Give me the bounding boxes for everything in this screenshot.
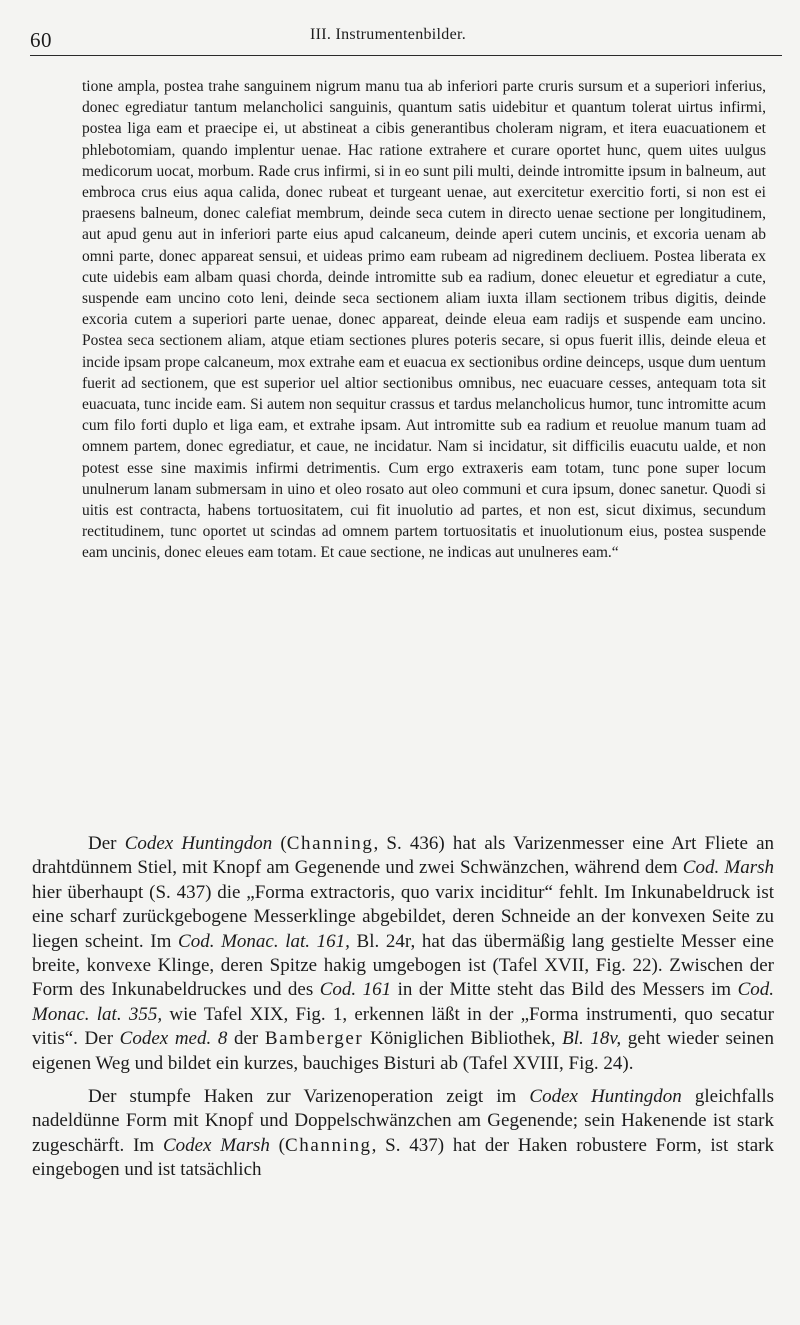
text-run: Der stumpfe Haken zur Varizenoperation zeigt im: [88, 1086, 530, 1108]
text-run: (: [272, 833, 287, 854]
folio-bl-18: Bl. 18v,: [562, 1028, 622, 1050]
text-run: , S. 436) hat als Varizenmesser eine Art Fliete an drahtdünnem Stiel, mit Knopf am Gegenende und zwei Schwänzchen, während dem: [32, 833, 775, 879]
title-codex-med-8: Codex med. 8: [119, 1028, 228, 1050]
text-run: der: [227, 1028, 265, 1050]
text-run: wie Tafel XIX, Fig. 1, erkennen läßt in der „Forma instrumenti, quo secatur vitis“. Der: [32, 1003, 774, 1050]
title-cod-161: Cod. 161: [319, 979, 392, 1001]
title-codex-marsh: Codex Marsh: [162, 1134, 270, 1156]
text-run: (: [269, 1134, 285, 1156]
body-text: [32, 832, 774, 1183]
page-header: [30, 22, 780, 52]
text-run: Bl. 24r, hat das übermäßig lang gestielte Messer eine breite, konvexe Klinge, deren Spitze hakig umgebogen ist (Tafel XVII, Fig. 22). Zwischen der Form des Inkunabeldruckes und des: [32, 930, 774, 1001]
paragraph-2: [32, 1085, 774, 1183]
text-run: in der Mitte steht das Bild des Messers im: [391, 979, 738, 1001]
header-rule: [30, 55, 782, 56]
page-number: 60: [30, 28, 52, 52]
place-bamberger: Bamberger: [264, 1028, 364, 1050]
title-codex-huntingdon: Codex Huntingdon: [529, 1086, 682, 1108]
text-run: Der: [88, 833, 125, 854]
quotation-text: tione ampla, postea trahe sanguinem nigrum manu tua ab inferiori parte cruris sursum et a superiori inferius, donec egrediatur tantum melancholici sanguinis, quantum satis uidebitur et quantum tolerat uirtus infirmi, postea liga eam et praecipe ei, ut abstineat a cibis generantibus choleram nigram, et itera euacuationem et phlebotomiam, quando implentur uenae. Hac ratione extrahere et curare oportet hunc, quem uites uulgus medicorum uocat, morbum. Rade crus infirmi, si in eo sunt pili multi, deinde intromitte ipsum in balneum, aut embroca crus eius aqua calida, donec rubeat et turgeant uenae, aut exercitetur exercitio forti, si non est ei praesens balneum, donec calefiat membrum, deinde seca cutem in directo uenae sectione per longitudinem, aut apud genu aut in inferiori parte eius apud calcaneum, deinde aperi cutem uncinis, et excoria uenam ab omni parte, donec appareat sensui, et uideas primo eam rubeam ad nigredinem decliuem. Postea liberata ex cute uidebis eam albam quasi chorda, deinde intromitte sub ea radium, donec eleuetur et egrediatur a cute, suspende eam uncino coto leni, deinde seca sectionem aliam iuxta illam sectionem tribus digitis, deinde excoria cutem a superiori parte uenae, donec appareat, deinde eleua eam radijs et suspende eam uncino. Postea seca sectionem aliam, atque etiam sectiones plures poteris secare, si opus fuerit illis, deinde eleua et incide ipsam prope calcaneum, mox extrahe eam et euacua ex sectionibus ordine deinceps, usque dum uentum fuerit ad sectionem, que est superior uel altior sectionibus omnibus, nec euacuare cesses, antequam tota sit euacuata, tunc incide eam. Si autem non sequitur crassus et tardus melancholicus humor, tunc intromitte acum cum filo forti duplo et liga eam, et extrahe ipsam. Aut intromitte sub ea radium et reuolue manum tuam ad omnem partem, donec egrediatur, et caue, ne incidatur. Nam si incidatur, sit difficilis euacutu ualde, et non potest esse sine maximis infirmi detrimentis. Cum ergo extraxeris eam totam, tunc pone super locum unulnerum lanam submersam in uino et oleo rosato aut oleo communi et cura ipsum, donec sanetur. Quodi si uitis est contracta, habens tortuositatem, cui fit inuolutio ad partes, et non est, sicut diximus, secundum rectitudinem, tunc oportet ut scindas ad omnem partem tortuositatis et inuolutionum eius, postea suspende eam uncinis, donec eleues eam totam. Et caue sectione, ne indicas aut unulneres eam.“: [82, 78, 766, 562]
paragraph-1: [32, 832, 774, 1076]
text-run: , S. 437) hat der Haken robustere Form, ist stark eingebogen und ist tatsächlich: [32, 1134, 774, 1181]
author-channing: Channing: [284, 1134, 372, 1156]
latin-quotation: [82, 76, 766, 564]
text-run: Königlichen Bibliothek,: [363, 1028, 563, 1050]
text-run: gleichfalls nadeldünne Form mit Knopf und Doppelschwänzchen am Gegenende; sein Hakenende ist stark zugeschärft. Im: [32, 1086, 774, 1156]
text-run: hier überhaupt (S. 437) die „Forma extractoris, quo varix inciditur“ fehlt. Im Inkunabeldruck ist eine scharf zurückgebogene Messerklinge abgebildet, deren Schneide an der konvexen Seite zu liegen scheint. Im: [32, 881, 774, 952]
title-cod-monac-161: Cod. Monac. lat. 161,: [178, 930, 350, 952]
title-cod-marsh: Cod. Marsh: [682, 857, 774, 879]
title-cod-monac-355: Cod. Monac. lat. 355,: [32, 979, 774, 1025]
running-title: III. Instrumentenbilder.: [310, 26, 467, 43]
text-run: geht wieder seinen eigenen Weg und bildet ein kurzes, bauchiges Bisturi ab (Tafel XVIII, Fig. 24).: [32, 1028, 774, 1074]
author-channing: Channing: [286, 833, 374, 854]
title-codex-huntingdon: Codex Huntingdon: [124, 833, 273, 854]
